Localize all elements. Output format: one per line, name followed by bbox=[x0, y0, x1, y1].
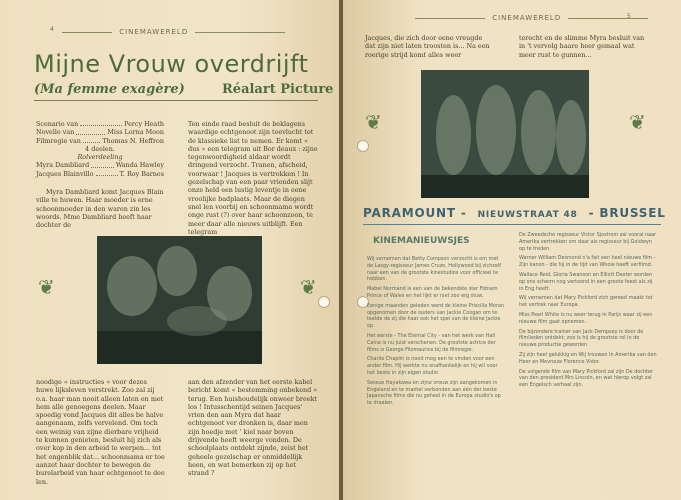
cast-line: Jacques Blainvillo T. Roy Barnes bbox=[36, 169, 164, 178]
news-item: De Zweedsche regisseur Victor Sjostrom zal vooral naar Amerika vertrekken om daar als regisseur bij Goldwyn op te treden. bbox=[519, 232, 657, 252]
credit-line: Scenario van Percy Heath bbox=[36, 120, 164, 128]
news-item: Eenige maanden geleden werd de kleine Priscilla Moran opgenomen door de ouders van Jackie Coogan om te teelde de zij die haar ook het spel van de kleine Jackie op. bbox=[367, 302, 504, 330]
running-header bbox=[58, 28, 289, 36]
body-text: noodige « instructies » voor dezes huwe lijksleven verstrekt. Zoo zal zij o.a. haar man nooit alleen laten en met hem alle genoegens deelen. Maar spoedig vond Jacques dit alles be halve aangenaam, zelfs vervelend. Om toch een weinig van zijne dierbare vrijheid te kunnen genieten, besluit hij zich als over kop in den arbeid te werpen... tot het ongenblik dat... schoonmama er toe aanzet haar dochter te bewegen de burelarbeid van haar echtgenoot te dee len. bbox=[36, 378, 165, 486]
magazine-name: CINEMAWERELD bbox=[492, 14, 562, 22]
title-rule bbox=[34, 100, 318, 101]
floral-ornament-icon: ❦ bbox=[38, 275, 55, 299]
news-heading: KINEMANIEUWSJES bbox=[373, 236, 470, 246]
film-still-photo bbox=[97, 236, 262, 364]
news-item: De bijzondere trainer van Jack Dempsey is door de filmlieden ontdekt; zoo is hij de grootste rol in de nieuwe productie geworden. bbox=[519, 328, 644, 349]
right-page bbox=[343, 0, 681, 500]
news-item: Mabel Normand is een van de bekendste ster Fidnam Prince of Wales en het lijkt er niet zoo erg stuw. bbox=[367, 286, 498, 299]
credits-block bbox=[36, 120, 164, 232]
body-column bbox=[365, 34, 493, 61]
punch-hole bbox=[357, 140, 369, 152]
floral-ornament-icon: ❦ bbox=[629, 110, 646, 134]
article-subtitle: (Ma femme exagère) bbox=[34, 82, 185, 97]
banner-brand: PARAMOUNT bbox=[363, 206, 456, 220]
cast-heading: Rolverdeeling bbox=[77, 153, 123, 162]
acts-count: 4 deelen. bbox=[85, 144, 115, 153]
banner-address: NIEUWSTRAAT 48 bbox=[477, 210, 578, 220]
news-column bbox=[519, 232, 657, 496]
floral-ornament-icon: ❦ bbox=[300, 275, 317, 299]
body-column bbox=[36, 378, 166, 496]
credit-line: Filmregie van Thomas N. Heffron bbox=[36, 136, 164, 145]
body-text: terecht en de slimme Myra besluit van in 't vervolg haare heer gemaal wat meer rust te gunnen... bbox=[519, 34, 645, 59]
news-item: Sessue Hayakawa en zijne vrouw zijn aangekomen in Engeland en te mantel verbonden aan één der beste Japansche films die nu geheel in de Europa studio's op te draaien. bbox=[367, 379, 501, 407]
banner-city: BRUSSEL bbox=[599, 206, 666, 220]
studio-name: Réalart Picture bbox=[222, 82, 334, 97]
film-still-photo bbox=[421, 70, 589, 198]
page-number: 4 bbox=[50, 26, 54, 33]
news-item: Warner William Desmond n'a fait een heel nieuwe film - Zijn kanon - die hij in de tijd van Whole heeft verfilmd. bbox=[519, 255, 656, 269]
article-title: Mijne Vrouw overdrijft bbox=[34, 50, 309, 78]
news-item: Charlie Chaplin is nooit mog een te vinden voor een ander film. Hij werkte nu onafhankelijk en hij wil voor het beste in zijn eigen studio. bbox=[367, 356, 498, 376]
body-text: Myra Dambliard komt Jacques Blain ville te huwen. Haar moeder is erne schoonmoeder in den waren zin les woords. Mme Dambliard heeft haar dochter de bbox=[36, 188, 164, 230]
body-column bbox=[188, 120, 318, 236]
body-text: aan den afzender van het eerste kabel bericht komt « bestemming onbekend » terug. Een huishoudelijk onweer breekt los ! Intusschentijd seinen Jacques' vrien den aan Myra dat haar echtgenoot ver dronken is, daar men zijn hoedje met ' kiel naar boven drijvende heeft weerge vonden. De schoolplaats ontdekt zijnde, zeist het geheele gezelschap er onmiddellijk heen, en wat bemerken zij op het strand ? bbox=[188, 378, 318, 478]
news-item: Zij zijn heel gelukkig en Wij trouwen in Amerika van den Heer en Mevrouw Florence Vidor. bbox=[519, 351, 657, 365]
body-text: Jacques, die zich door eene vreugde dat zijn niet laten troosten is... Na een roerige strijd komt alles weer bbox=[365, 34, 490, 59]
floral-ornament-icon: ❦ bbox=[365, 110, 382, 134]
news-item: Wallace Reid, Gloria Swanson en Elliott Dexter worden op ons scherm nog vertoond in een groote feest als zij in Eng heeft. bbox=[519, 271, 653, 292]
body-column bbox=[188, 378, 318, 496]
running-header bbox=[411, 14, 652, 22]
left-page bbox=[0, 0, 339, 500]
news-item: Wij vernemen dat Betty Compson verzocht is om met de Lasgy-regisseur James Cruze, Hollywood bij zichzelf naar een van de grootste kinestudios voor officieel te hebben. bbox=[367, 256, 501, 283]
body-text: Ten einde raad besluit de beklagens waardige echtgenoot zijn toevlucht tot de klassieke list te nemen. Er komt « dus » een telegram uit Bor deaux : zijne tegenwoordigheid aldaar wordt dringend verzocht. Tranen, afscheid, voorwaar ! Jacques is vertrokken ! In gezelschap van een paar vrienden slijt onze held een lustig leventje in eene vroolijke badplaats. Maar de diegen snel len voorbij en schoonmama wordt onge rust (?) over haar schoonzoon, te meer daar alle nieuws uitblijft. Een telegram bbox=[188, 120, 318, 236]
cast-line: Myra Dambliard Wanda Hawley bbox=[36, 161, 164, 170]
news-item: Wij vernemen dat Mary Pickford zich gereed maakt tot het vertrek naar Europa. bbox=[519, 295, 653, 309]
news-item: Het eerste - The Eternal City - van het werk van Hall Caine is nu juist verschenen. De grootste actrice der films is George Fitzmaurice bij de filmregie. bbox=[367, 332, 496, 353]
magazine-name: CINEMAWERELD bbox=[119, 28, 189, 36]
body-column bbox=[519, 34, 649, 61]
credit-line: Novelle van Miss Lorna Moon bbox=[36, 128, 164, 137]
page-number: 5 bbox=[627, 13, 631, 20]
banner-rule bbox=[363, 224, 661, 225]
news-item: Miss Pearl White is nu weer terug in Parijs waar zij een nieuwe film gaat opnemen. bbox=[519, 311, 653, 325]
news-column bbox=[367, 256, 505, 496]
news-item: De volgende film van Mary Pickford zal zijn De dochter van den president Mrs Lincoln, en wat hierop volgt zal een Engelsch verhaal zijn. bbox=[519, 368, 654, 389]
paramount-banner: PARAMOUNT - NIEUWSTRAAT 48 - BRUSSEL bbox=[363, 206, 666, 220]
punch-hole bbox=[318, 296, 330, 308]
